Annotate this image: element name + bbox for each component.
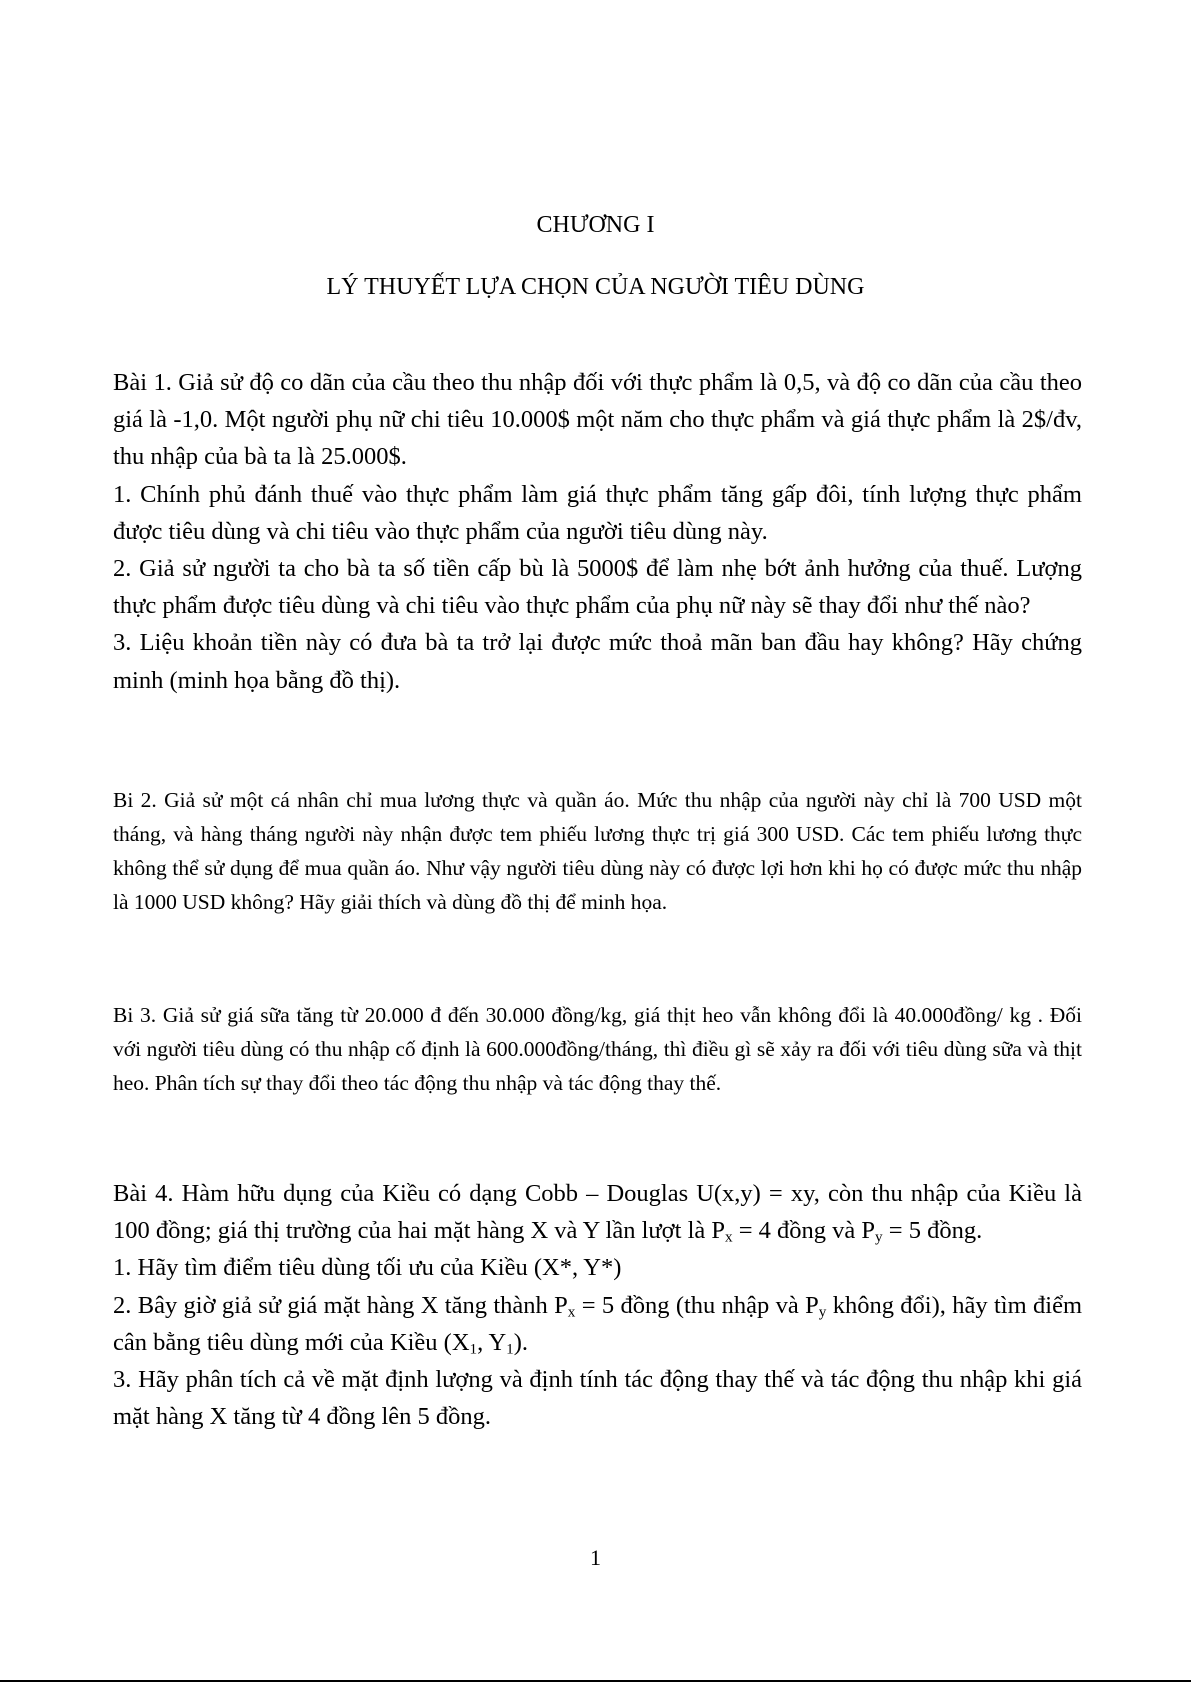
problem-4-q2-part-e: ). — [513, 1328, 529, 1356]
subscript-x: x — [567, 1302, 576, 1320]
problem-4-question-3: 3. Hãy phân tích cả về mặt định lượng và định tính tác động thay thế và tác động thu nhập khi giá mặt hàng X tăng từ 4 đồng lên 5 đồng. — [113, 1366, 1082, 1431]
page-bottom-rule — [0, 1680, 1191, 1682]
subscript-y: y — [875, 1228, 883, 1246]
subscript-x: x — [725, 1228, 733, 1246]
chapter-number: CHƯƠNG I — [536, 212, 655, 238]
problem-4-intro-part-a: Bài 4. Hàm hữu dụng của Kiều có dạng Cobb – Douglas U(x,y) = xy, còn thu nhập của Kiều là 100 đồng; giá thị trường của hai mặt hàng X và Y lần lượt là P — [113, 1180, 1082, 1245]
problem-4-q2-part-b: = 5 đồng (thu nhập và P — [575, 1291, 819, 1319]
problem-4-q2-part-c: không đổi), hãy tìm điểm cân bằng tiêu dùng mới của Kiều (X — [113, 1291, 1082, 1356]
subscript-y: y — [818, 1302, 827, 1320]
problem-4-q2-part-a: 2. Bây giờ giả sử giá mặt hàng X tăng thành P — [113, 1291, 568, 1319]
problem-4-question-1: 1. Hãy tìm điểm tiêu dùng tối ưu của Kiều (X*, Y*) — [113, 1254, 622, 1282]
problem-4 — [113, 1175, 1082, 1435]
problem-1-question-1: 1. Chính phủ đánh thuế vào thực phẩm làm giá thực phẩm tăng gấp đôi, tính lượng thực phẩm được tiêu dùng và chi tiêu vào thực phẩm của người tiêu dùng này. — [113, 480, 1082, 545]
problem-3-text: Bi 3. Giả sử giá sữa tăng từ 20.000 đ đến 30.000 đồng/kg, giá thịt heo vẫn không đổi là 40.000đồng/ kg . Đối với người tiêu dùng có thu nhập cố định là 600.000đồng/tháng, thì điều gì sẽ xảy ra đối với tiêu dùng sữa và thịt heo. Phân tích sự thay đổi theo tác động thu nhập và tác động thay thế. — [113, 1003, 1082, 1095]
problem-2-text: Bi 2. Giả sử một cá nhân chỉ mua lương thực và quần áo. Mức thu nhập của người này chỉ là 700 USD một tháng, và hàng tháng người này nhận được tem phiếu lương thực trị giá 300 USD. Các tem phiếu lương thực không thể sử dụng để mua quần áo. Như vậy người tiêu dùng này có được lợi hơn khi họ có được mức thu nhập là 1000 USD không? Hãy giải thích và dùng đồ thị để minh họa. — [113, 788, 1082, 914]
problem-4-question-2 — [113, 1287, 1082, 1361]
problem-1-question-3: 3. Liệu khoản tiền này có đưa bà ta trở lại được mức thoả mãn ban đầu hay không? Hãy chứng minh (minh họa bằng đồ thị). — [113, 629, 1082, 694]
problem-1-intro: Bài 1. Giả sử độ co dãn của cầu theo thu nhập đối với thực phẩm là 0,5, và độ co dãn của cầu theo giá là -1,0. Một người phụ nữ chi tiêu 10.000$ một năm cho thực phẩm và giá thực phẩm là 2$/đv, thu nhập của bà ta là 25.000$. — [113, 369, 1082, 471]
page-number: 1 — [590, 1545, 601, 1570]
problem-4-intro-part-b: = 4 đồng và P — [732, 1217, 876, 1245]
problem-4-intro — [113, 1175, 1082, 1249]
problem-3 — [113, 998, 1082, 1100]
subscript-1: 1 — [506, 1340, 514, 1358]
problem-2 — [113, 783, 1082, 919]
problem-4-intro-part-c: = 5 đồng. — [882, 1217, 983, 1245]
subscript-1: 1 — [469, 1340, 478, 1358]
chapter-title: LÝ THUYẾT LỰA CHỌN CỦA NGƯỜI TIÊU DÙNG — [326, 274, 865, 300]
problem-1-question-2: 2. Giả sử người ta cho bà ta số tiền cấp bù là 5000$ để làm nhẹ bớt ảnh hưởng của thuế. Lượng thực phẩm được tiêu dùng và chi tiêu vào thực phẩm của phụ nữ này sẽ thay đổi như thế nào? — [113, 555, 1082, 620]
problem-1 — [113, 364, 1082, 699]
problem-4-q2-part-d: , Y — [477, 1328, 507, 1356]
